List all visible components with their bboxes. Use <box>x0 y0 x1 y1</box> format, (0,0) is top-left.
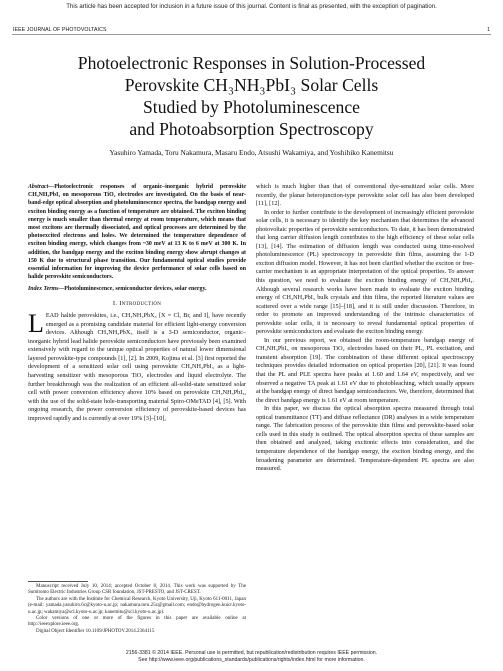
title-line-3: Studied by Photoluminescence <box>143 97 360 117</box>
title-line-4: and Photoabsorption Spectroscopy <box>129 119 374 139</box>
copyright-notice <box>0 650 503 664</box>
drop-cap: L <box>28 309 44 339</box>
abstract-label: Abstract— <box>28 184 55 190</box>
right-column <box>256 183 474 474</box>
section-heading <box>28 300 246 309</box>
title-line-2: Perovskite CH₃NH₃PbI₃ Solar Cells <box>124 75 379 95</box>
section-title: Introduction <box>119 299 162 307</box>
journal-name: IEEE JOURNAL OF PHOTOVOLTAICS <box>13 27 107 33</box>
left-column <box>28 183 246 423</box>
paragraph-continued: which is much higher than that of conventional dye-sensitized solar cells. More recently, the planar heterojunction-type perovskite solar cell has also been developed [11], [12]. <box>256 183 474 208</box>
footnote-color: Color versions of one or more of the figures in this paper are available online at http://ieeexplore.ieee.org. <box>28 616 246 628</box>
index-terms-text: Photoluminescence, semiconductor devices, solar energy. <box>64 286 207 293</box>
paragraph-this-paper: In this paper, we discuss the optical absorption spectra measured through total optical transmittance (TT) and diffuse reflectance (DR) analyses in a wide temperature range. The fabrication process of the perovskite thin films and perovskite-based solar cells used in this study is outlined. The optical absorption spectra of these samples are then obtained and analyzed, taking excitonic effects into consideration, and the temperature dependence of the bandgap energy, the exciton binding energy, and the broadening parameter are determined. Temperature-dependent PL spectra are also measured. <box>256 405 474 473</box>
abstract <box>28 183 246 281</box>
intro-paragraph <box>28 309 246 423</box>
section-number: I. <box>112 299 118 307</box>
footnote-doi: Digital Object Identifier 10.1109/JPHOTOV.2014.2364115 <box>36 628 155 634</box>
page-number: 1 <box>487 27 490 33</box>
footnote-affiliation: The authors are with the Institute for Chemical Research, Kyoto University, Uji, Kyoto 611-0011, Japan (e-mail: yamada.yasuhiro.6c@kyoto-u.ac.jp; nakamura.toru.25z@gmail.com; endo@hydrogen.kuicr.kyoto-u.ac.jp; wakamiya@scl.kyoto-u.ac.jp; kanemitu@scl.kyoto-u.ac.jp). <box>28 596 246 615</box>
header-rule <box>12 34 491 35</box>
index-terms-label: Index Terms— <box>28 286 65 293</box>
acceptance-banner: This article has been accepted for inclusion in a future issue of this journal. Content is final as presented, with the exception of pagination. <box>66 3 437 10</box>
footnote-rule <box>28 581 88 582</box>
footnote-received: Manuscript received July 10, 2014; accepted October 8, 2014. This work was supported by The Sumitomo Electric Industries Group CSR foundation, JST-PRESTO, and JST-CREST. <box>28 584 246 596</box>
paragraph-motivation: In order to further contribute to the development of increasingly efficient perovskite solar cells, it is necessary to identify the key mechanism that determines the advanced photovoltaic properties of perovskite semiconductors. To date, it has been demonstrated that long carrier diffusion length contributes to the high efficiency of these solar cells [13], [14]. The estimation of diffusion length was conducted using time-resolved photoluminescence (PL) spectroscopy in perovskite thin films, assuming the 1-D exciton diffusion model. However, it has not been clarified whether the exciton or free-carrier mechanism is an appropriate interpretation of the optical properties. To answer this question, we need to evaluate the exciton binding energy of CH₃NH₃PbI₃. Although several research works have been made to evaluate the exciton binding energy of CH₃NH₃PbI₃ bulk crystals and thin films, the reported literature values are scattered over a wide range [15]–[18], and it is still under discussion. Therefore, in order to promote an improved understanding of the intrinsic characteristics of perovskite solar cells, it is necessary to reveal fundamental optical properties of perovskite semiconductors and evaluate the exciton binding energy. <box>256 208 474 336</box>
copyright-line-1: 2156-3381 © 2014 IEEE. Personal use is permitted, but republication/redistribution requires IEEE permission. <box>125 650 378 656</box>
title-line-1: Photoelectronic Responses in Solution-Processed <box>77 53 426 73</box>
index-terms <box>28 285 246 293</box>
intro-text: EAD halide perovskites, i.e., CH₃NH₃PbX₃ [X = Cl, Br, and I], have recently emerged as a promising candidate material for efficient light-energy conversion devices. Although CH₃NH₃PbX₃ itself is a 3-D semiconductor, organic–inorganic hybrid lead halide perovskite semiconductors have previously been examined extensively with regard to the unique optical properties of natural lower dimensional layered perovskite-type compounds [1], [2]. In 2009, Kojima et al. [3] first reported the development of a sensitized solar cell using perovskite CH₃NH₃PbI₃ as a light-harvesting sensitizer with mesoporous TiO₂ electrodes and liquid electrolyte. The further breakthrough was the realization of an efficient all-solid-state sensitized solar cell with power conversion efficiency above 10% based on perovskite CH₃NH₃PbI₃, with the use of the solid-state hole-transporting material Spiro-OMeTAD [4], [5]. With ongoing research, the power conversion efficiency of perovskite-based devices has improved rapidly and is currently at over 19% [3]–[10], <box>28 312 246 422</box>
abstract-text: Photoelectronic responses of organic–inorganic hybrid perovskite CH₃NH₃PbI₃ on mesoporous TiO₂ electrodes are investigated. On the basis of near-band-edge optical absorption and photoluminescence spectra, the bandgap energy and exciton binding energy as a function of temperature are obtained. The exciton binding energy is much smaller than thermal energy at room temperature, which means that most excitons are thermally dissociated, and optical processes are determined by the photoexcited electrons and holes. We determined the temperature dependence of exciton binding energy, which changes from ~30 meV at 13 K to 6 meV at 300 K. In addition, the bandgap energy and the exciton binding energy show abrupt changes at 150 K due to structural phase transition. Our fundamental optical studies provide essential information for improving the device performance of solar cells based on halide perovskite semiconductors. <box>28 184 246 281</box>
paper-title <box>0 52 503 140</box>
footnotes <box>28 584 246 635</box>
paragraph-previous-report: In our previous report, we obtained the room-temperature bandgap energy of CH₃NH₃PbI₃ on mesoporous TiO₂ electrodes based on their PL, PL excitation, and transient absorption [19]. The combination of these different optical spectroscopy techniques provides detailed information on optical properties [20], [21]. It was found that the PL and PLE spectra have peaks at 1.60 and 1.64 eV, respectively, and we observed a negative TA peak at 1.61 eV due to photobleaching, which usually appears at the bandgap energy of direct bandgap semiconductors. We, therefore, determined that the direct bandgap energy is 1.61 eV at room temperature. <box>256 336 474 404</box>
author-list: Yasuhiro Yamada, Toru Nakamura, Masaru Endo, Atsushi Wakamiya, and Yoshihiko Kanemitsu <box>109 148 394 157</box>
copyright-line-2: See http://www.ieee.org/publications_standards/publications/rights/index.html for more information. <box>138 657 365 663</box>
